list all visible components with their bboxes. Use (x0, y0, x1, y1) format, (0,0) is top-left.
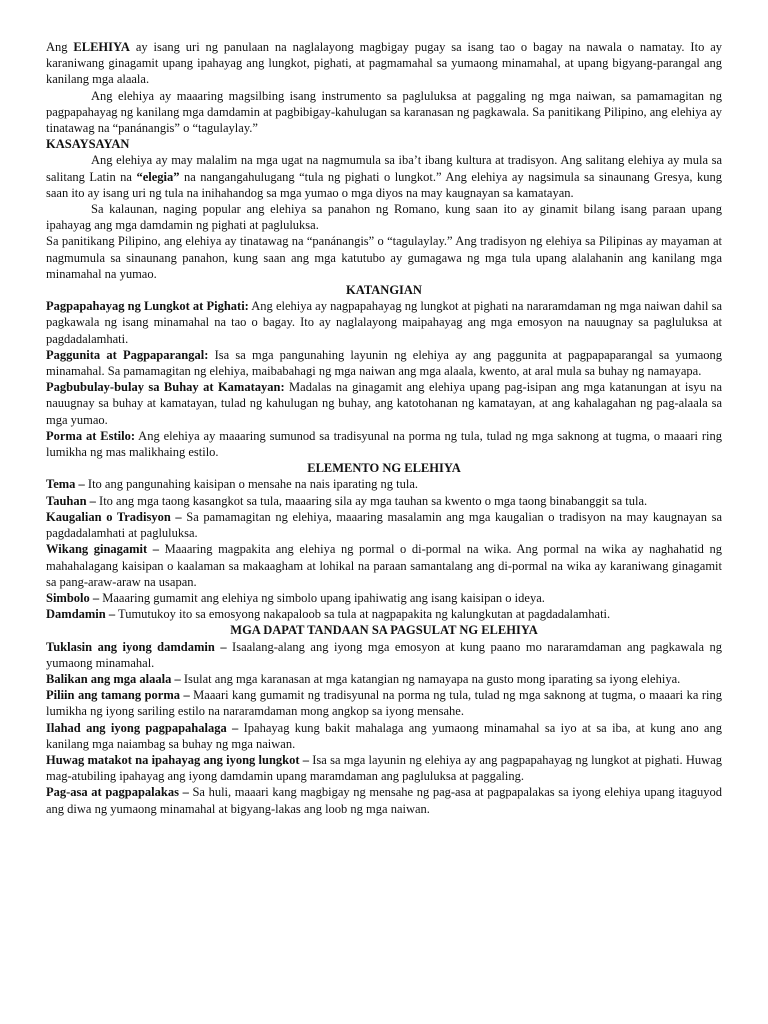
item-term: Piliin ang tamang porma – (46, 688, 190, 703)
item-term: Damdamin – (46, 607, 116, 622)
elemento-item (46, 606, 722, 622)
tandaan-item (46, 671, 722, 687)
item-text: Maaaring magpakita ang elehiya ng pormal o di-pormal na wika. Ang pormal na wika ay naghahatid ng mahahalagang kaisipan o kaalaman sa makaagham at lohikal na paraan samantalang ang di-pormal na wika ay karaniwang ginagamit sa pang-araw-araw na usapan. (46, 542, 723, 589)
intro-paragraph-1 (46, 39, 722, 88)
item-term: Pagbubulay-bulay sa Buhay at Kamatayan: (46, 380, 285, 395)
item-term: Porma at Estilo: (46, 428, 135, 443)
katangian-item (46, 298, 722, 347)
item-text: Maaari kang gumamit ng tradisyunal na porma ng tula, tulad ng mga saknong at tugma, o maaari ka ring lumikha ng iyong sariling estilo na nararamdaman mong angkop sa iyong mensahe. (46, 688, 722, 719)
kasaysayan-text-before: Ang elehiya ay may malalim na mga ugat na nagmumula sa iba’t ibang kultura at tradisyon. Ang salitang elehiya ay mula sa salitang Latin na (46, 153, 722, 184)
kasaysayan-paragraph-1 (46, 152, 722, 201)
item-term: Simbolo – (46, 590, 100, 605)
item-term: Tauhan – (46, 493, 96, 508)
elemento-item (46, 590, 722, 606)
item-term: Paggunita at Pagpaparangal: (46, 347, 209, 362)
elemento-item (46, 493, 722, 509)
tandaan-item (46, 784, 722, 816)
item-term: Ilahad ang iyong pagpapahalaga – (46, 720, 239, 735)
tandaan-item (46, 687, 722, 719)
item-text: Isa sa mga pangunahing layunin ng elehiya ay ang paggunita at pagpapaparangal sa yumaong minamahal. Sa pamamagitan ng elehiya, maibabahagi ng mga naiwan ang mga alaala, kwento, at aral mula sa buhay ng namayapa. (46, 347, 723, 379)
item-term: Pagpapahayag ng Lungkot at Pighati: (46, 299, 249, 314)
item-text: Ang elehiya ay maaaring sumunod sa tradisyunal na porma ng tula, tulad ng mga saknong at tugma, o maaari ring lumikha ng mas malikhaing estilo. (46, 428, 723, 460)
tandaan-item (46, 720, 722, 752)
intro-lead-text: Ang (46, 40, 74, 54)
katangian-heading: KATANGIAN (346, 283, 422, 298)
item-text: Ito ang mga taong kasangkot sa tula, maaaring sila ay mga tauhan sa kwento o mga taong binabanggit sa tula. (95, 493, 648, 508)
kasaysayan-heading: KASAYSAYAN (46, 137, 130, 152)
katangian-item (46, 428, 722, 460)
katangian-item (46, 347, 722, 379)
kasaysayan-text-after: na nangangahulugang “tula ng pighati o lungkot.” Ang elehiya ay nagsimula sa sinaunang Gresya, kung saan ito ay isang uri ng tula na inihahandog sa mga yumao o mga diyos na may kaugnayan sa kamatayan. (46, 169, 722, 200)
intro-body-text: ay isang uri ng panulaan na naglalayong magbigay pugay sa isang tao o bagay na nawala o namatay. Ito ay karaniwang ginagamit upang ipahayag ang lungkot, pighati, at pagmamahal sa yumaong minamahal, at upang bigyang-parangal ang kanilang mga alaala. (46, 40, 723, 87)
item-term: Wikang ginagamit – (46, 542, 160, 557)
item-text: Isa sa mga layunin ng elehiya ay ang pagpapahayag ng lungkot at pighati. Huwag mag-atubiling ipahayag ang iyong damdamin upang maramdaman ang pagluluksa at paggaling. (46, 752, 722, 784)
item-text: Sa pamamagitan ng elehiya, maaaring masalamin ang mga kaugalian o tradisyon na may kaugnayan sa pagdadalamhati at pagluluksa. (46, 509, 723, 541)
elemento-item (46, 509, 722, 541)
item-text: Tumutukoy ito sa emosyong nakapaloob sa tula at nagpapakita ng kalungkutan at pagdadalamhati. (115, 607, 611, 622)
item-term: Tuklasin ang iyong damdamin – (46, 639, 227, 654)
elemento-item (46, 541, 722, 590)
elegia-term: “elegia” (136, 169, 180, 184)
item-text: Ito ang pangunahing kaisipan o mensahe na nais iparating ng tula. (84, 477, 419, 492)
kasaysayan-paragraph-2: Sa kalaunan, naging popular ang elehiya sa panahon ng Romano, kung saan ito ay ginamit bilang isang paraan upang ipahayag ang mga damdamin ng pighati at pagluluksa. (46, 202, 722, 233)
katangian-item (46, 379, 722, 428)
item-term: Tema – (46, 477, 85, 492)
item-term: Huwag matakot na ipahayag ang iyong lungkot – (46, 752, 310, 767)
tandaan-item (46, 639, 722, 671)
item-text: Sa huli, maaari kang magbigay ng mensahe ng pag-asa at pagpapalakas sa iyong elehiya upang itaguyod ang diwa ng yumaong minamahal at bigyang-lakas ang loob ng mga naiwan. (46, 785, 722, 816)
item-term: Pag-asa at pagpapalakas – (46, 785, 189, 800)
item-text: Ipahayag kung bakit mahalaga ang yumaong minamahal sa iyo at sa iba, at kung ano ang kanilang mga naiambag sa buhay ng mga naiwan. (46, 720, 722, 751)
item-text: Madalas na ginagamit ang elehiya upang pag-isipan ang mga katanungan at isyu na nauugnay sa buhay at kamatayan, tulad ng kahulugan ng buhay, ang katotohanan ng kamatayan, at ang kahalagahan ng pag-alaala sa mga yumao. (46, 380, 722, 427)
item-text: Isaalang-alang ang iyong mga emosyon at kung paano mo nararamdaman ang pagkawala ng yumaong minamahal. (46, 639, 722, 670)
item-text: Maaaring gumamit ang elehiya ng simbolo upang ipahiwatig ang isang kaisipan o ideya. (99, 590, 545, 605)
elehiya-term: ELEHIYA (73, 40, 130, 54)
item-term: Balikan ang mga alaala – (46, 671, 181, 686)
tandaan-item (46, 752, 722, 784)
item-text: Ang elehiya ay nagpapahayag ng lungkot at pighati na nararamdaman ng mga naiwan dahil sa pagkawala ng isang minamahal na tao o bagay. Ito ay naglalayong maipahayag ang mga emosyon na nauugnay sa pagluluksa at pagdadalamhati. (46, 299, 723, 346)
elemento-heading: ELEMENTO NG ELEHIYA (307, 461, 461, 476)
kasaysayan-paragraph-3: Sa panitikang Pilipino, ang elehiya ay tinatawag na “panánangis” o “tagulaylay.” Ang tradisyon ng elehiya sa Pilipinas ay mayaman at nagmumula sa sinaunang panahon, kung saan ang mga katutubo ay gumagawa ng mga tula upang alalahanin ang kanilang mga minamahal na yumao. (46, 234, 722, 281)
intro-paragraph-2: Ang elehiya ay maaaring magsilbing isang instrumento sa pagluluksa at paggaling ng mga naiwan, sa pamamagitan ng pagpapahayag ng kanilang mga damdamin at pagbibigay-kahulugan sa karanasan ng pagkawala. Sa panitikang Pilipino, ang elehiya ay tinatawag na “panánangis” o “tagulaylay.” (46, 88, 722, 136)
item-term: Kaugalian o Tradisyon – (46, 509, 182, 524)
item-text: Isulat ang mga karanasan at mga katangian ng namayapa na gusto mong iparating sa iyong elehiya. (180, 671, 681, 686)
tandaan-heading: MGA DAPAT TANDAAN SA PAGSULAT NG ELEHIYA (230, 623, 538, 638)
elemento-item (46, 476, 722, 492)
